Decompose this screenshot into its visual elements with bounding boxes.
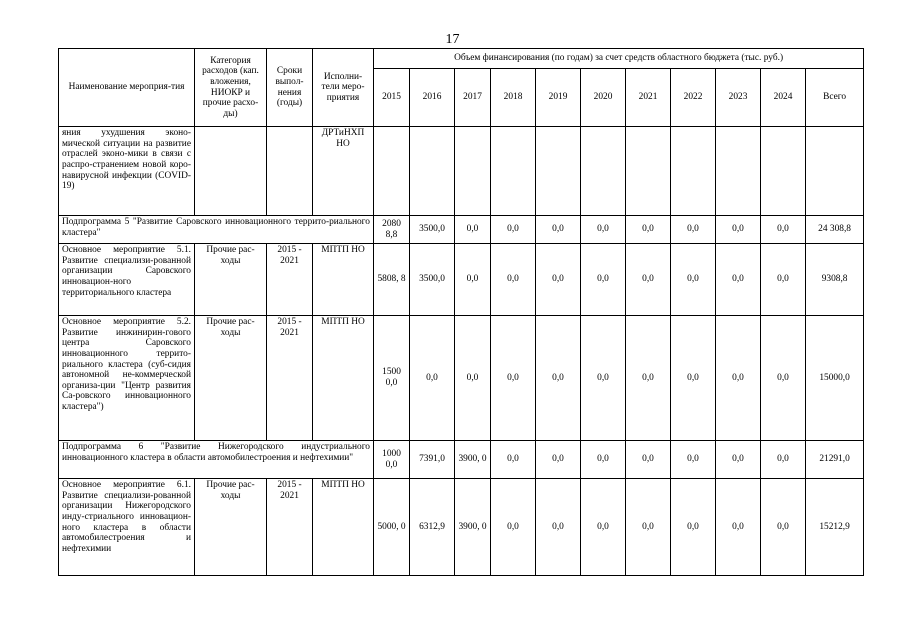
value-cell: 0,0 bbox=[671, 479, 716, 576]
activity-category bbox=[195, 127, 267, 216]
activity-terms bbox=[267, 127, 313, 216]
header-funding: Объем финансирования (по годам) за счет средств областного бюджета (тыс. руб.) bbox=[374, 49, 864, 69]
value-cell: 0,0 bbox=[626, 441, 671, 479]
table-row bbox=[59, 479, 864, 576]
value-cell: 0,0 bbox=[671, 316, 716, 441]
value-cell: 3500,0 bbox=[410, 244, 455, 316]
activity-executor: МПТП НО bbox=[313, 316, 374, 441]
value-cell: 0,0 bbox=[626, 479, 671, 576]
value-cell: 0,0 bbox=[761, 316, 806, 441]
table-row bbox=[59, 316, 864, 441]
value-cell: 0,0 bbox=[536, 244, 581, 316]
value-cell: 0,0 bbox=[761, 441, 806, 479]
activity-category: Прочие рас-ходы bbox=[195, 244, 267, 316]
value-cell: 0,0 bbox=[536, 441, 581, 479]
value-cell bbox=[455, 127, 491, 216]
value-cell bbox=[536, 127, 581, 216]
header-year: 2020 bbox=[581, 69, 626, 127]
value-cell bbox=[761, 127, 806, 216]
value-cell: 0,0 bbox=[716, 479, 761, 576]
value-cell bbox=[716, 127, 761, 216]
header-year: 2016 bbox=[410, 69, 455, 127]
value-cell: 0,0 bbox=[581, 441, 626, 479]
header-executors: Исполни-тели меро-приятия bbox=[313, 49, 374, 127]
funding-table bbox=[58, 48, 864, 576]
activity-terms: 2015 - 2021 bbox=[267, 479, 313, 576]
header-year: 2021 bbox=[626, 69, 671, 127]
activity-category: Прочие рас-ходы bbox=[195, 316, 267, 441]
value-cell: 0,0 bbox=[716, 316, 761, 441]
value-cell: 5808, 8 bbox=[374, 244, 410, 316]
activity-executor: МПТП НО bbox=[313, 479, 374, 576]
value-cell: 0,0 bbox=[536, 216, 581, 244]
value-cell: 7391,0 bbox=[410, 441, 455, 479]
value-total bbox=[806, 127, 864, 216]
value-cell: 0,0 bbox=[581, 244, 626, 316]
value-cell: 0,0 bbox=[626, 316, 671, 441]
activity-terms: 2015 - 2021 bbox=[267, 316, 313, 441]
value-cell: 6312,9 bbox=[410, 479, 455, 576]
value-cell: 3900, 0 bbox=[455, 441, 491, 479]
header-year: 2024 bbox=[761, 69, 806, 127]
value-cell: 0,0 bbox=[491, 244, 536, 316]
header-row-top bbox=[59, 49, 864, 69]
value-cell: 0,0 bbox=[491, 479, 536, 576]
header-terms: Сроки выпол-нения (годы) bbox=[267, 49, 313, 127]
value-cell bbox=[626, 127, 671, 216]
value-cell: 0,0 bbox=[716, 216, 761, 244]
value-cell: 0,0 bbox=[716, 441, 761, 479]
subprogram-row bbox=[59, 441, 864, 479]
value-total: 21291,0 bbox=[806, 441, 864, 479]
activity-name: Основное мероприятие 5.2. Развитие инжинирин-гового центра Саровского инновационного террито-риального кластера (суб-сидия автономной не-коммерческой организа-ции "Центр развития Са-ровского инновационного кластера") bbox=[59, 316, 195, 441]
value-cell: 5000, 0 bbox=[374, 479, 410, 576]
header-year: 2018 bbox=[491, 69, 536, 127]
header-category: Категория расходов (кап. вложения, НИОКР и прочие расхо-ды) bbox=[195, 49, 267, 127]
header-total: Всего bbox=[806, 69, 864, 127]
value-cell: 0,0 bbox=[761, 216, 806, 244]
activity-executor: ДРТиНХП НО bbox=[313, 127, 374, 216]
table-row bbox=[59, 127, 864, 216]
value-total: 15212,9 bbox=[806, 479, 864, 576]
value-cell: 0,0 bbox=[581, 216, 626, 244]
value-cell: 0,0 bbox=[581, 479, 626, 576]
header-year: 2023 bbox=[716, 69, 761, 127]
value-cell: 0,0 bbox=[581, 316, 626, 441]
value-cell: 0,0 bbox=[491, 441, 536, 479]
value-cell bbox=[374, 127, 410, 216]
value-cell: 1500 0,0 bbox=[374, 316, 410, 441]
activity-executor: МПТП НО bbox=[313, 244, 374, 316]
value-cell: 0,0 bbox=[626, 216, 671, 244]
value-cell bbox=[581, 127, 626, 216]
subprogram-row bbox=[59, 216, 864, 244]
header-name: Наименование мероприя-тия bbox=[59, 49, 195, 127]
value-cell: 0,0 bbox=[491, 316, 536, 441]
value-cell: 0,0 bbox=[761, 479, 806, 576]
value-cell: 0,0 bbox=[626, 244, 671, 316]
value-cell: 0,0 bbox=[536, 316, 581, 441]
subprogram-title: Подпрограмма 5 "Развитие Саровского инновационного террито-риального кластера" bbox=[59, 216, 374, 244]
value-cell: 0,0 bbox=[716, 244, 761, 316]
value-cell bbox=[671, 127, 716, 216]
value-cell: 0,0 bbox=[671, 441, 716, 479]
value-cell: 1000 0,0 bbox=[374, 441, 410, 479]
activity-category: Прочие рас-ходы bbox=[195, 479, 267, 576]
header-year: 2019 bbox=[536, 69, 581, 127]
value-total: 9308,8 bbox=[806, 244, 864, 316]
value-cell bbox=[491, 127, 536, 216]
subprogram-title: Подпрограмма 6 "Развитие Нижегородского индустриального инновационного кластера в области автомобилестроения и нефтехимии" bbox=[59, 441, 374, 479]
value-cell: 0,0 bbox=[410, 316, 455, 441]
value-cell: 0,0 bbox=[536, 479, 581, 576]
activity-name: яния ухудшения эконо-мической ситуации на развитие отраслей эконо-мики в связи с распро-странением новой коро-навирусной инфекции (COVID-19) bbox=[59, 127, 195, 216]
value-cell: 3900, 0 bbox=[455, 479, 491, 576]
activity-name: Основное мероприятие 5.1. Развитие специализи-рованной организации Саровского инновацион-ного территориального кластера bbox=[59, 244, 195, 316]
table-row bbox=[59, 244, 864, 316]
activity-terms: 2015 - 2021 bbox=[267, 244, 313, 316]
value-cell: 0,0 bbox=[455, 216, 491, 244]
value-cell: 0,0 bbox=[455, 316, 491, 441]
header-year: 2017 bbox=[455, 69, 491, 127]
header-year: 2015 bbox=[374, 69, 410, 127]
header-year: 2022 bbox=[671, 69, 716, 127]
value-cell bbox=[410, 127, 455, 216]
value-cell: 0,0 bbox=[455, 244, 491, 316]
page-number: 17 bbox=[445, 32, 460, 47]
value-cell: 0,0 bbox=[761, 244, 806, 316]
value-cell: 0,0 bbox=[491, 216, 536, 244]
value-total: 24 308,8 bbox=[806, 216, 864, 244]
activity-name: Основное мероприятие 6.1. Развитие специализи-рованной организации Нижегородского инду-стриального инновацион-ного кластера в области автомобилестроения и нефтехимии bbox=[59, 479, 195, 576]
value-cell: 0,0 bbox=[671, 244, 716, 316]
value-total: 15000,0 bbox=[806, 316, 864, 441]
value-cell: 0,0 bbox=[671, 216, 716, 244]
value-cell: 2080 8,8 bbox=[374, 216, 410, 244]
value-cell: 3500,0 bbox=[410, 216, 455, 244]
